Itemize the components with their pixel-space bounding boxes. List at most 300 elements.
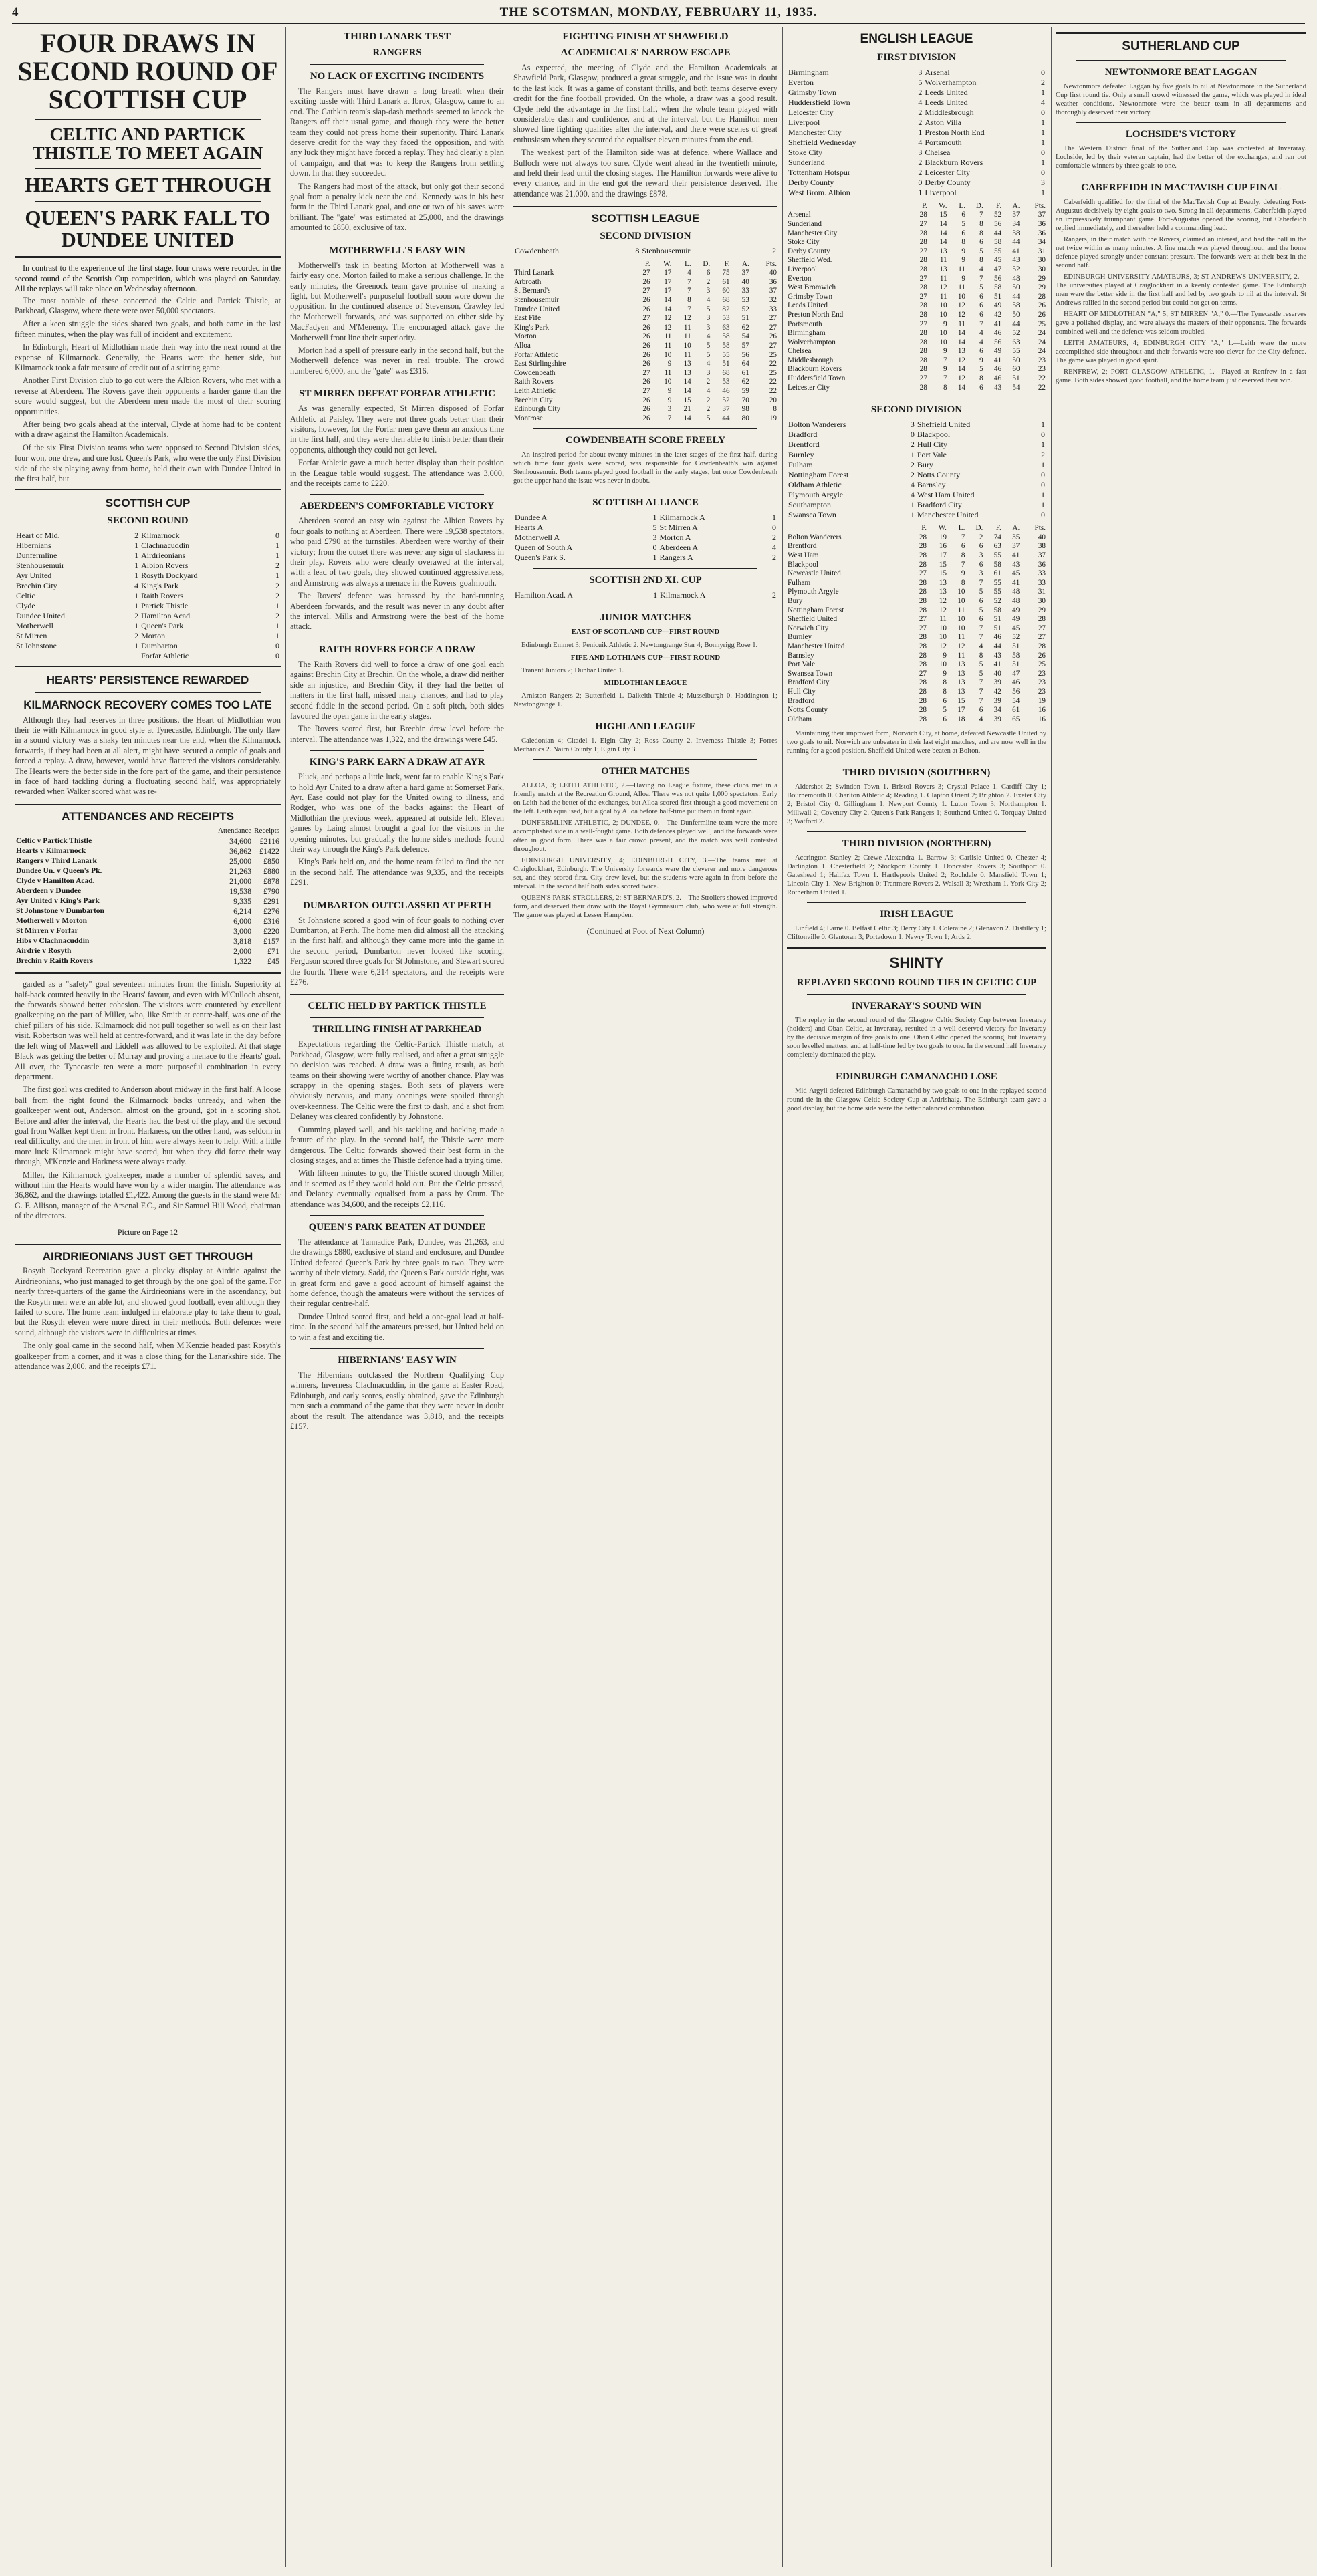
away-team: Aberdeen A bbox=[659, 543, 699, 553]
stat-cell: 43 bbox=[993, 651, 1001, 660]
attendance-row bbox=[15, 956, 281, 967]
stat-cell: 28 bbox=[919, 651, 927, 660]
stat-cell: 17 bbox=[664, 277, 672, 286]
stat-cell: 5 bbox=[706, 414, 711, 422]
away-team: Derby County bbox=[925, 177, 971, 187]
team-name: Arbroath bbox=[514, 277, 542, 286]
stat-cell: 14 bbox=[957, 329, 965, 338]
away-score: 1 bbox=[1041, 490, 1045, 500]
table-row bbox=[787, 265, 1046, 275]
home-team: Leicester City bbox=[788, 107, 834, 117]
stat-cell: 12 bbox=[683, 314, 691, 323]
rangers-deck: NO LACK OF EXCITING INCIDENTS bbox=[310, 71, 485, 82]
stat-cell: 37 bbox=[1012, 211, 1020, 219]
stat-cell: 27 bbox=[1038, 624, 1046, 632]
away-score: 2 bbox=[275, 580, 279, 590]
attendance-value: 6,214 bbox=[233, 906, 252, 916]
team-name: Blackpool bbox=[788, 560, 818, 569]
stat-cell: 28 bbox=[919, 301, 927, 310]
table-column-header: P. bbox=[644, 259, 650, 268]
column-rule bbox=[782, 27, 783, 2567]
stat-cell: 23 bbox=[1038, 365, 1046, 374]
away-score: 4 bbox=[772, 543, 776, 553]
stat-cell: 46 bbox=[722, 386, 730, 395]
away-score: 0 bbox=[1041, 470, 1045, 480]
result-row bbox=[15, 541, 281, 551]
stat-cell: 4 bbox=[687, 269, 691, 277]
table-row bbox=[513, 314, 777, 324]
table-column-header: D. bbox=[975, 201, 983, 210]
table-row bbox=[787, 542, 1046, 551]
away-score: 1 bbox=[1041, 157, 1045, 167]
fixture-name: Brechin v Raith Rovers bbox=[16, 957, 94, 966]
result-row bbox=[15, 611, 281, 621]
away-team: Leeds United bbox=[925, 97, 968, 107]
stat-cell: 13 bbox=[939, 578, 947, 587]
stat-cell: 9 bbox=[667, 360, 672, 368]
stat-cell: 3 bbox=[706, 287, 711, 295]
fixture-name: Rangers v Third Lanark bbox=[16, 857, 97, 866]
away-score: 2 bbox=[275, 590, 279, 600]
away-team: Airdrieonians bbox=[141, 550, 186, 560]
home-score: 1 bbox=[134, 540, 139, 550]
result-row bbox=[787, 480, 1046, 490]
stat-cell: 11 bbox=[957, 651, 965, 660]
stat-cell: 11 bbox=[664, 342, 672, 350]
home-team: Dundee A bbox=[515, 513, 548, 523]
away-team: Port Vale bbox=[917, 450, 947, 460]
stat-cell: 7 bbox=[687, 287, 691, 295]
away-score: 2 bbox=[772, 533, 776, 543]
stat-cell: 28 bbox=[919, 356, 927, 364]
main-headline: FOUR DRAWS IN SECOND ROUND OF SCOTTISH CUP bbox=[17, 28, 278, 114]
result-row bbox=[787, 500, 1046, 510]
stat-cell: 49 bbox=[993, 301, 1002, 310]
away-team: Morton bbox=[141, 630, 166, 640]
stat-cell: 9 bbox=[667, 396, 672, 404]
table-column-header: L. bbox=[685, 259, 691, 268]
attendance-value: 34,600 bbox=[229, 836, 252, 846]
shinty-deck: REPLAYED SECOND ROUND TIES IN CELTIC CUP bbox=[796, 977, 1037, 988]
stat-cell: 53 bbox=[722, 314, 730, 323]
table-column-header: D. bbox=[703, 259, 711, 268]
fixture-name: Ayr United v King's Park bbox=[16, 897, 100, 906]
stat-cell: 63 bbox=[722, 323, 730, 332]
stat-cell: 11 bbox=[683, 323, 691, 332]
fixture-name: Celtic v Partick Thistle bbox=[16, 837, 92, 846]
stat-cell: 13 bbox=[683, 368, 691, 377]
team-name: Fulham bbox=[788, 578, 811, 587]
stat-cell: 60 bbox=[722, 287, 730, 295]
stat-cell: 28 bbox=[919, 542, 927, 551]
stat-cell: 5 bbox=[979, 669, 983, 678]
stat-cell: 26 bbox=[642, 305, 650, 313]
table-row bbox=[787, 329, 1046, 338]
stat-cell: 5 bbox=[706, 342, 711, 350]
stat-cell: 6 bbox=[979, 238, 983, 247]
home-score: 1 bbox=[910, 450, 915, 460]
home-score: 4 bbox=[910, 490, 915, 500]
stat-cell: 20 bbox=[769, 396, 777, 404]
column-rule bbox=[1051, 27, 1052, 2567]
result-row bbox=[787, 108, 1046, 118]
stat-cell: 7 bbox=[687, 305, 691, 313]
home-score: 2 bbox=[918, 107, 923, 117]
stat-cell: 58 bbox=[993, 560, 1001, 569]
table-column-header: A. bbox=[1012, 524, 1020, 533]
table-row bbox=[513, 387, 777, 396]
team-name: Morton bbox=[514, 332, 537, 341]
stat-cell: 41 bbox=[1012, 578, 1020, 587]
alliance-results-table bbox=[513, 513, 777, 563]
home-team: Brentford bbox=[788, 440, 820, 450]
stat-cell: 11 bbox=[957, 633, 965, 642]
stat-cell: 7 bbox=[979, 687, 983, 696]
stat-cell: 6 bbox=[979, 301, 983, 310]
stat-cell: 43 bbox=[1012, 256, 1020, 265]
stat-cell: 38 bbox=[1038, 542, 1046, 551]
attendance-row bbox=[15, 856, 281, 866]
away-team: Sheffield United bbox=[917, 420, 971, 430]
table-row bbox=[787, 551, 1046, 561]
receipts-value: £276 bbox=[263, 906, 279, 916]
stat-cell: 33 bbox=[741, 287, 749, 295]
stat-cell: 9 bbox=[961, 569, 965, 578]
stat-cell: 39 bbox=[993, 715, 1001, 723]
english-league-headline: ENGLISH LEAGUE bbox=[860, 32, 973, 46]
stat-cell: 5 bbox=[706, 305, 711, 313]
away-team: Preston North End bbox=[925, 127, 985, 137]
stat-cell: 58 bbox=[993, 238, 1002, 247]
away-score: 0 bbox=[1041, 147, 1045, 157]
attendance-row bbox=[15, 896, 281, 906]
second-xi-cup-headline: SCOTTISH 2ND XI. CUP bbox=[589, 575, 702, 586]
column-4: ENGLISH LEAGUE FIRST DIVISION Birmingham 3 Arsenal 0 Everton 5 Wolverhampton 2 Grimsby Town 2 Leeds United 1 Huddersfield Town 4 Leeds United 4 Leicester City 2 Middlesbrough 0 Liverpool 2 Aston Villa 1 Manchester City 1 Preston North End 1 Sheffield Wednesday 4 Portsmouth 1 Stoke City 3 Chelsea 0 Sunderland 2 Blackburn Rovers 1 Tottenham Hotspur 2 Leicester City 0 Derby County 0 Derby County 3 West Brom. Albion 1 Liverpool 1 P. W. L. D. F. A. Pts. Arsenal 28 15 6 7 52 37 37 Sunderland 27 14 5 8 56 34 36 Manchester City 28 14 6 8 44 38 36 Stoke City 28 14 8 6 58 44 34 Derby County 27 13 9 5 55 41 31 Sheffield Wed. 28 11 9 8 45 43 30 Liverpool 28 13 11 4 47 52 30 Everton 27 11 9 7 56 48 29 West Bromwich 28 12 11 5 58 50 29 Grimsby Town 27 11 10 6 51 44 28 Leeds United 28 10 12 6 49 58 26 Preston North End 28 10 12 6 42 50 26 Portsmouth 27 9 11 7 41 44 25 Birmingham 28 10 14 4 46 52 24 Wolverhampton 28 10 14 4 56 63 24 Chelsea 28 9 13 6 49 55 24 Middlesbrough 28 7 12 9 41 50 23 Blackburn Rovers 28 9 14 5 46 60 23 Huddersfield Town 27 7 12 8 46 51 22 Leicester City 28 8 14 6 43 54 22 SECOND DIVISION Bolton Wanderers 3 Sheffield United 1 Bradford 0 Blackpool 0 Brentford 2 Hull City 1 Burnley 1 Port Vale 2 Fulham 2 Bury 1 Nottingham Forest 2 Notts County 0 Oldham Athletic 4 Barnsley 0 Plymouth Argyle 4 West Ham United 1 Southampton 1 Bradford City 1 Swansea Town 1 Manchester United 0 P. W. L. D. F. A. Pts. Bolton Wanderers 28 19 7 2 74 35 40 Brentford 28 16 6 6 63 37 38 West Ham 28 17 8 3 55 41 37 Blackpool 28 15 7 6 58 43 36 Newcastle United 27 15 9 3 61 45 33 Fulham 28 13 8 7 55 41 33 Plymouth Argyle 28 13 10 5 55 48 31 Bury 28 12 10 6 52 48 30 Nottingham Forest 28 12 11 5 58 49 29 Sheffield United 27 11 10 6 51 49 28 Norwich City 27 10 10 7 51 45 27 Burnley 28 10 11 7 46 52 27 Manchester United 28 12 12 4 44 51 28 Barnsley 28 9 11 8 43 58 26 Port Vale 28 10 13 5 41 51 25 Swansea Town 27 9 13 5 40 47 23 Bradford City 28 8 13 7 39 46 23 Hull City 28 8 13 7 42 56 23 Bradford 28 6 15 7 39 54 19 Notts County 28 5 17 6 34 61 16 Oldham 28 6 18 4 39 65 16 Maintaining their improved form, Norwich City, at home, defeated Newcastle United by two goals to nil. Norwich are unbeaten in their last eight matches, and are now well in the running for a good position. Sheffield United were beaten at Bolton. THIRD DIVISION (SOUTHERN) Aldershot 2; Swindon Town 1. Bristol Rovers 3; Crystal Palace 1. Cardiff City 1; Bournemouth 0. Charlton Athletic 4; Reading 1. Clapton Orient 2; Brighton 2. Exeter City 2; Bristol City 0. Gillingham 1; Newport County 1. Luton Town 3; Northampton 1. Millwall 2; Coventry City 2. Queen's Park Rangers 1; Southend United 0. Torquay United 3; Watford 2. THIRD DIVISION (NORTHERN) Accrington Stanley 2; Crewe Alexandra 1. Barrow 3; Carlisle United 0. Chester 4; Darlington 1. Chesterfield 2; Stockport County 1. Doncaster Rovers 3; Southport 0. Gateshead 1; Halifax Town 1. Hartlepools United 2; Rochdale 0. Mansfield Town 1; Lincoln City 1. New Brighton 0; Tranmere Rovers 2. Walsall 3; Wrexham 1. York City 2; Rotherham United 1. IRISH LEAGUE Linfield 4; Larne 0. Belfast Celtic 3; Derry City 1. Coleraine 2; Glenavon 2. Distillery 1; Cliftonville 0. Glentoran 3; Portadown 1. Newry Town 1; Ards 2. SHINTY REPLAYED SECOND ROUND TIES IN CELTIC CUP INVERARAY'S SOUND WIN The replay in the second round of the Glasgow Celtic Society Cup between Inveraray (holders) and Oban Celtic, at Inveraray, resulted in a well-deserved victory for Inveraray by the decisive margin of five goals to one. Oban Celtic opened the scoring, but Inveraray soon levelled matters, and at half-time led by two goals to one. In the second half Inveraray completely dominated the play. EDINBURGH CAMANACHD LOSE Mid-Argyll defeated Edinburgh Camanachd by two goals to one in the replayed second round tie in the Glasgow Celtic Society Cup at Ardrishaig. The Edinburgh team gave a good display, but the home side were the better balanced combination. bbox=[787, 32, 1046, 1112]
stat-cell: 52 bbox=[741, 305, 749, 313]
stat-cell: 25 bbox=[1038, 660, 1046, 669]
stat-cell: 46 bbox=[993, 633, 1001, 642]
stat-cell: 12 bbox=[939, 642, 947, 650]
stat-cell: 37 bbox=[769, 287, 777, 295]
stat-cell: 28 bbox=[919, 633, 927, 642]
stat-cell: 8 bbox=[773, 405, 777, 414]
attendance-value: 19,538 bbox=[229, 886, 252, 896]
stat-cell: 64 bbox=[741, 360, 749, 368]
stat-cell: 26 bbox=[642, 396, 650, 404]
second-xi-result bbox=[513, 590, 777, 600]
result-row bbox=[787, 128, 1046, 138]
team-name: West Bromwich bbox=[788, 283, 836, 292]
stat-cell: 58 bbox=[1012, 651, 1020, 660]
home-team: Hearts A bbox=[515, 523, 544, 533]
stat-cell: 48 bbox=[1012, 588, 1020, 596]
away-team: Queen's Park bbox=[141, 620, 184, 630]
article-intro: In contrast to the experience of the first stage, four draws were recorded in the second round of the Scottish Cup competition, which was played on Saturday. All the replays will take place on Wednesday afternoon. bbox=[15, 263, 281, 294]
result-row bbox=[787, 510, 1046, 520]
stat-cell: 6 bbox=[979, 706, 983, 715]
stat-cell: 28 bbox=[919, 578, 927, 587]
stat-cell: 26 bbox=[1038, 301, 1046, 310]
stat-cell: 31 bbox=[1038, 247, 1046, 255]
home-score: 0 bbox=[652, 543, 657, 553]
result-row bbox=[787, 460, 1046, 470]
table-row bbox=[787, 588, 1046, 597]
home-team: Queen's Park S. bbox=[515, 553, 566, 563]
stat-cell: 53 bbox=[722, 378, 730, 386]
stat-cell: 28 bbox=[919, 706, 927, 715]
table-column-header: P. bbox=[922, 201, 927, 210]
table-row bbox=[513, 414, 777, 424]
stat-cell: 13 bbox=[957, 669, 965, 678]
stat-cell: 12 bbox=[664, 314, 672, 323]
stat-cell: 52 bbox=[1012, 633, 1020, 642]
stat-cell: 14 bbox=[957, 365, 965, 374]
stat-cell: 10 bbox=[939, 633, 947, 642]
stat-cell: 3 bbox=[706, 314, 711, 323]
attendance-row bbox=[15, 866, 281, 876]
stat-cell: 12 bbox=[939, 283, 947, 292]
table-row bbox=[513, 305, 777, 315]
receipts-value: £878 bbox=[263, 876, 279, 886]
stat-cell: 28 bbox=[919, 229, 927, 237]
stat-cell: 13 bbox=[683, 360, 691, 368]
stat-cell: 61 bbox=[993, 569, 1001, 578]
stat-cell: 28 bbox=[919, 533, 927, 541]
stat-cell: 68 bbox=[722, 296, 730, 305]
stat-cell: 34 bbox=[993, 706, 1001, 715]
table-row bbox=[787, 247, 1046, 257]
fixture-name: Airdrie v Rosyth bbox=[16, 947, 72, 956]
continued-note: (Continued at Foot of Next Column) bbox=[586, 926, 705, 936]
away-team: Hamilton Acad. bbox=[141, 610, 193, 620]
stat-cell: 13 bbox=[939, 265, 947, 273]
result-row bbox=[15, 581, 281, 591]
attendance-value: 21,263 bbox=[229, 866, 252, 876]
stat-cell: 31 bbox=[1038, 588, 1046, 596]
table-row bbox=[787, 633, 1046, 642]
stat-cell: 23 bbox=[1038, 356, 1046, 364]
home-team: Bolton Wanderers bbox=[788, 420, 846, 430]
stat-cell: 68 bbox=[722, 368, 730, 377]
stat-cell: 51 bbox=[1012, 660, 1020, 669]
home-score bbox=[122, 651, 140, 661]
stat-cell: 54 bbox=[741, 332, 749, 341]
stat-cell: 12 bbox=[939, 597, 947, 606]
first-division-table bbox=[787, 202, 1046, 392]
stat-cell: 22 bbox=[1038, 374, 1046, 383]
away-team: Forfar Athletic bbox=[141, 650, 189, 660]
home-score: 4 bbox=[910, 480, 915, 490]
stat-cell: 50 bbox=[1012, 310, 1020, 319]
third-south-headline: THIRD DIVISION (SOUTHERN) bbox=[842, 767, 991, 779]
stat-cell: 30 bbox=[1038, 265, 1046, 273]
stat-cell: 14 bbox=[957, 383, 965, 392]
table-column-header bbox=[787, 202, 909, 211]
stat-cell: 48 bbox=[1012, 597, 1020, 606]
result-row bbox=[787, 88, 1046, 98]
masthead bbox=[12, 5, 1305, 24]
away-score: 1 bbox=[1041, 460, 1045, 470]
stat-cell: 28 bbox=[1038, 642, 1046, 650]
fixture-name: Dundee Un. v Queen's Pk. bbox=[16, 867, 102, 876]
table-row bbox=[787, 688, 1046, 697]
stat-cell: 6 bbox=[979, 597, 983, 606]
stat-cell: 52 bbox=[993, 211, 1002, 219]
home-score: 2 bbox=[918, 157, 923, 167]
home-score: 1 bbox=[918, 187, 923, 197]
team-name: Liverpool bbox=[788, 265, 818, 273]
table-row bbox=[787, 374, 1046, 384]
team-name: Burnley bbox=[788, 633, 812, 642]
home-team: Swansea Town bbox=[788, 510, 836, 520]
stat-cell: 28 bbox=[919, 660, 927, 669]
home-score: 4 bbox=[918, 97, 923, 107]
home-team: Hibernians bbox=[16, 540, 51, 550]
home-team: Southampton bbox=[788, 500, 832, 510]
team-name: West Ham bbox=[788, 551, 819, 560]
team-name: East Stirlingshire bbox=[514, 360, 566, 368]
home-score: 4 bbox=[134, 580, 139, 590]
receipts-value: £2116 bbox=[259, 836, 279, 846]
home-team: Derby County bbox=[788, 177, 834, 187]
away-team: Blackpool bbox=[917, 430, 951, 440]
stat-cell: 11 bbox=[683, 350, 691, 359]
stat-cell: 12 bbox=[957, 310, 965, 319]
stat-cell: 24 bbox=[1038, 338, 1046, 346]
table-row bbox=[787, 660, 1046, 670]
stat-cell: 23 bbox=[1038, 687, 1046, 696]
stat-cell: 46 bbox=[993, 374, 1002, 383]
airdrie-headline: AIRDRIEONIANS JUST GET THROUGH bbox=[42, 1250, 253, 1263]
attendance-value: 25,000 bbox=[229, 856, 252, 866]
rangers-headline-2: RANGERS bbox=[372, 47, 422, 58]
stat-cell: 44 bbox=[1012, 292, 1020, 301]
home-score: 1 bbox=[134, 640, 139, 650]
result-row bbox=[513, 533, 777, 543]
stat-cell: 16 bbox=[1038, 706, 1046, 715]
away-score: 2 bbox=[275, 560, 279, 570]
result-row bbox=[787, 158, 1046, 168]
stat-cell: 14 bbox=[664, 305, 672, 313]
result-home-team: Hamilton Acad. A bbox=[515, 590, 573, 600]
stat-cell: 25 bbox=[1038, 319, 1046, 328]
table-row bbox=[787, 606, 1046, 616]
stat-cell: 7 bbox=[979, 696, 983, 705]
team-name: Newcastle United bbox=[788, 569, 841, 578]
away-team: Middlesbrough bbox=[925, 107, 974, 117]
home-team: Brechin City bbox=[16, 580, 57, 590]
stat-cell: 10 bbox=[957, 588, 965, 596]
stat-cell: 23 bbox=[1038, 669, 1046, 678]
stat-cell: 10 bbox=[683, 342, 691, 350]
scottish-league-headline: SCOTTISH LEAGUE bbox=[591, 212, 700, 225]
team-name: Middlesbrough bbox=[788, 356, 834, 364]
stat-cell: 26 bbox=[1038, 310, 1046, 319]
stat-cell: 47 bbox=[993, 265, 1002, 273]
stat-cell: 28 bbox=[1038, 292, 1046, 301]
away-score: 0 bbox=[1041, 107, 1045, 117]
result-row bbox=[15, 631, 281, 641]
result-row bbox=[787, 490, 1046, 500]
table-column-header: F. bbox=[724, 259, 730, 268]
away-score: 1 bbox=[1041, 87, 1045, 97]
stat-cell: 4 bbox=[979, 715, 983, 723]
away-team: Clachnacuddin bbox=[141, 540, 190, 550]
table-row bbox=[787, 301, 1046, 311]
away-score: 1 bbox=[1041, 500, 1045, 510]
stat-cell: 6 bbox=[979, 560, 983, 569]
result-row bbox=[15, 551, 281, 561]
stat-cell: 8 bbox=[961, 551, 965, 560]
away-team: Partick Thistle bbox=[141, 600, 189, 610]
attendance-row bbox=[15, 846, 281, 856]
table-column-header: A. bbox=[741, 259, 749, 268]
stat-cell: 7 bbox=[979, 578, 983, 587]
team-name: Chelsea bbox=[788, 347, 812, 356]
table-column-header bbox=[513, 260, 631, 269]
team-name: Plymouth Argyle bbox=[788, 588, 839, 596]
second-division-results-english bbox=[787, 420, 1046, 520]
stat-cell: 29 bbox=[1038, 283, 1046, 292]
stat-cell: 47 bbox=[1012, 669, 1020, 678]
team-name: Derby County bbox=[788, 247, 830, 255]
stat-cell: 35 bbox=[1012, 533, 1020, 541]
highland-league-headline: HIGHLAND LEAGUE bbox=[595, 721, 696, 732]
home-team bbox=[15, 651, 122, 661]
stat-cell: 26 bbox=[642, 342, 650, 350]
stat-cell: 2 bbox=[706, 405, 711, 414]
stat-cell: 6 bbox=[943, 715, 947, 723]
stat-cell: 36 bbox=[769, 277, 777, 286]
stat-cell: 4 bbox=[979, 338, 983, 346]
stat-cell: 3 bbox=[979, 551, 983, 560]
table-row bbox=[513, 296, 777, 305]
home-score: 3 bbox=[910, 420, 915, 430]
home-team: Stoke City bbox=[788, 147, 823, 157]
stat-cell: 26 bbox=[1038, 651, 1046, 660]
table-row bbox=[513, 378, 777, 387]
shinty-headline: SHINTY bbox=[889, 954, 944, 972]
stat-cell: 33 bbox=[1038, 569, 1046, 578]
away-score: 0 bbox=[1041, 510, 1045, 520]
away-score: 0 bbox=[275, 650, 279, 660]
away-team: Morton A bbox=[659, 533, 691, 543]
away-score: 1 bbox=[1041, 117, 1045, 127]
result-row bbox=[15, 641, 281, 651]
attendance-row bbox=[15, 876, 281, 886]
stat-cell: 39 bbox=[993, 696, 1001, 705]
stat-cell: 7 bbox=[979, 211, 983, 219]
stat-cell: 26 bbox=[642, 414, 650, 422]
queens-park-headline: QUEEN'S PARK BEATEN AT DUNDEE bbox=[308, 1221, 486, 1233]
stat-cell: 56 bbox=[1012, 687, 1020, 696]
stat-cell: 27 bbox=[919, 624, 927, 632]
fixture-name: Hearts v Kilmarnock bbox=[16, 847, 86, 856]
stat-cell: 11 bbox=[957, 606, 965, 614]
team-name: Sunderland bbox=[788, 219, 822, 228]
table-column-header: F. bbox=[996, 201, 1002, 210]
stat-cell: 7 bbox=[961, 560, 965, 569]
away-score: 1 bbox=[275, 630, 279, 640]
stat-cell: 9 bbox=[943, 365, 947, 374]
home-score: 2 bbox=[910, 470, 915, 480]
column-1: FOUR DRAWS IN SECOND ROUND OF SCOTTISH CUP CELTIC AND PARTICK THISTLE TO MEET AGAIN HEARTS GET THROUGH QUEEN'S PARK FALL TO DUNDEE UNITED In contrast to the experience of the first stage, four draws were recorded in the second round of the Scottish Cup competition, which was played on Saturday. All the replays will take place on Wednesday afternoon. The most notable of these concerned the Celtic and Partick Thistle, at Parkhead, Glasgow, where there were over 50,000 spectators. After a keen struggle the sides shared two goals, and both came in the last fifteen minutes, when the play was full of incident and excitement. In Edinburgh, Heart of Midlothian made their way into the next round at the expense of Kilmarnock. Generally, the Hearts were the better side, but Kilmarnock took a fair measure of credit out of a stirring game. Another First Division club to go out were the Albion Rovers, who met with a reverse at Aberdeen. The Rovers gave their opponents a harder game than the score would suggest, but the Aberdeen men made the most of their scoring opportunities. After being two goals ahead at the interval, Clyde at home had to be content with a draw against the Hamilton Academicals. Of the six First Division teams who were opposed to Second Division sides, four won, one drew, and one lost. Queen's Park, who were the only First Division side of the six playing away from home, held their own with Dundee United in the first half, but SCOTTISH CUP SECOND ROUND Heart of Mid. 2 Kilmarnock 0 Hibernians 1 Clachnacuddin 1 Dunfermline 1 Airdrieonians 1 Stenhousemuir 1 Albion Rovers 2 Ayr United 1 Rosyth Dockyard 1 Brechin City 4 King's Park 2 Celtic 1 Raith Rovers 2 Clyde 1 Partick Thistle 1 Dundee United 2 Hamilton Acad. 2 Motherwell 1 Queen's Park 1 St Mirren 2 Morton 1 St Johnstone 1 Dumbarton 0 Forfar Athletic 0 HEARTS' PERSISTENCE REWARDED KILMARNOCK RECOVERY COMES TOO LATE Although they had reserves in three positions, the Heart of Midlothian won their tie with Kilmarnock in good style at Tynecastle, Edinburgh. The only flaw in a sound victory was a shaky ten minutes near the end, when the Kilmarnock forwards, if they had been at all alert, might have secured a couple of goals and forced a replay. A draw, however, would have flattered the visitors considerably. The Hearts were the better side in the fore part of the game, and their persistence in face of hard tackling during a fluctuating second half, was appropriately rewarded when Walker scored what was re- ATTENDANCES AND RECEIPTS Attendance Receipts Celtic v Partick Thistle 34,600 £2116 Hearts v Kilmarnock 36,862 £1422 Rangers v Third Lanark 25,000 £850 Dundee Un. v Queen's Pk. 21,263 £880 Clyde v Hamilton Acad. 21,000 £878 Aberdeen v Dundee 19,538 £790 Ayr United v King's Park 9,335 £291 St Johnstone v Dumbarton 6,214 £276 Motherwell v Morton 6,000 £316 St Mirren v Forfar 3,000 £220 Hibs v Clachnacuddin 3,818 £157 Airdrie v Rosyth 2,000 £71 Brechin v Raith Rovers 1,322 £45 garded as a "safety" goal seventeen minutes from the finish. Superiority at half-back counted heavily in the Hearts' favour, and even with M'Culloch absent, the forwards showed better cohesion. The visitors were countered by excellent goalkeeping on the part of Miller, who, like Smith at centre-half, was one of the chief pillars of his side. Kilmarnock did not pull together so well as on their last visit. Robertson was well held at centre-forward, and it was late in the day before the left wing of Maxwell and Liddell was allowed to be exploited. At that stage Black was getting the better of Murray and proving a menace to the Hearts' goal. All over, the Tynecastle ten were a more purposeful combination in every department. The first goal was credited to Anderson about midway in the first half. A loose ball from the right found the Kilmarnock backs unready, and when the goalkeeper went out, Anderson, almost on the ground, got in a scoring shot. Before and after the interval, the Hearts had the best of the play, and the second goal from Walker kept them in front. Harkness, on the other hand, was seldom in real difficulty, and the men in front of him were always keen to help. With a little more luck Kilmarnock might have scored, but when they did force their way through, M'Kenzie and Harkness were always ready. Miller, the Kilmarnock goalkeeper, made a number of splendid saves, and without him the Hearts would have won by a wider margin. The attendance was 36,862, and the drawings totalled £1,422. Among the guests in the stand were Mr G. F. Allison, manager of the Arsenal F.C., and Sir Samuel Hill Wood, chairman of the directors. Picture on Page 12 AIRDRIEONIANS JUST GET THROUGH Rosyth Dockyard Recreation gave a plucky display at Airdrie against the Airdrieonians, who just managed to get through by the one goal of the game. For nearly three-quarters of the game the Airdrieonians were in the ascendancy, but the Rosyth men were an able lot, and showed good football, even although they failed to score. The home team indulged in elaborate play to take them to goal, but the Rosyth eleven were more direct in their methods. Both defences were sound, although the visitors were in difficulties at times. The only goal came in the second half, when M'Kenzie headed past Rosyth's goalkeeper from a corner, and it was a close thing for the Lanarkshire side. The attendance was 2,000, and the receipts £71. bbox=[15, 28, 281, 1372]
team-name: Manchester United bbox=[788, 642, 845, 650]
stat-cell: 53 bbox=[741, 296, 749, 305]
stat-cell: 55 bbox=[722, 350, 730, 359]
first-division-heading: FIRST DIVISION bbox=[877, 51, 956, 63]
table-column-header: W. bbox=[939, 201, 947, 210]
